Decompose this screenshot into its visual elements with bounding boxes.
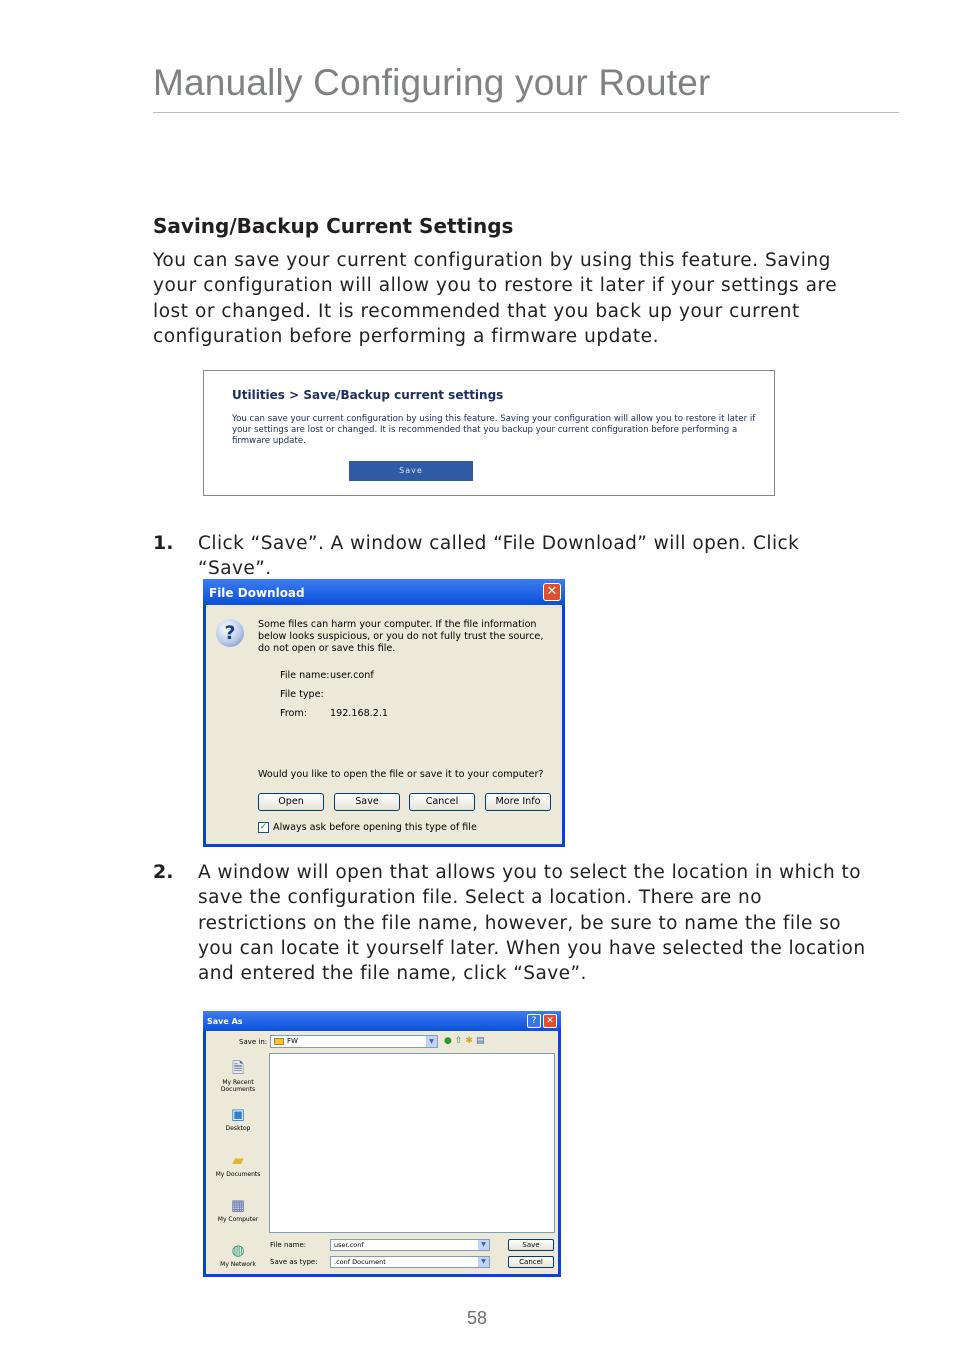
save-as-dialog <box>203 1011 561 1277</box>
close-icon[interactable]: ✕ <box>543 1014 557 1028</box>
file-name-input[interactable]: user.conf ▼ <box>330 1239 490 1251</box>
from-label: From: <box>280 708 308 719</box>
save-in-select[interactable] <box>270 1035 438 1048</box>
save-as-file-name-label: File name: <box>270 1241 307 1249</box>
file-list[interactable] <box>269 1053 555 1233</box>
views-icon[interactable]: ▤ <box>475 1036 488 1046</box>
save-in-value: FW <box>287 1037 298 1045</box>
save-as-titlebar: Save As <box>203 1011 561 1031</box>
file-download-dialog <box>203 579 565 847</box>
my-network-icon: ◍ <box>231 1241 245 1259</box>
file-type-label: File type: <box>280 689 324 700</box>
page-title: Manually Configuring your Router <box>153 62 711 103</box>
place-my-network[interactable]: ◍ My Network <box>220 1241 256 1268</box>
place-my-computer[interactable]: ▦ My Computer <box>217 1196 259 1223</box>
section-heading: Saving/Backup Current Settings <box>153 214 514 238</box>
from-value: 192.168.2.1 <box>330 708 388 719</box>
cancel-button[interactable]: Cancel <box>409 793 475 811</box>
help-icon[interactable]: ? <box>527 1014 541 1028</box>
page-number: 58 <box>466 1308 488 1328</box>
toolbar-icons <box>444 1036 487 1046</box>
close-icon[interactable]: ✕ <box>543 583 561 601</box>
places-bar <box>209 1053 267 1271</box>
save-as-cancel-button[interactable]: Cancel <box>508 1256 554 1268</box>
step-2-number: 2. <box>153 861 174 883</box>
desktop-icon: ▣ <box>230 1105 246 1123</box>
file-name-value: user.conf <box>330 670 374 681</box>
place-recent-documents[interactable]: 🗎 My Recent Documents <box>220 1059 256 1093</box>
new-folder-icon[interactable]: ✱ <box>465 1036 476 1046</box>
place-my-documents[interactable]: ▰ My Documents <box>215 1151 261 1178</box>
up-folder-icon[interactable]: ⇧ <box>454 1036 466 1046</box>
save-button[interactable]: Save <box>334 793 400 811</box>
back-icon[interactable]: ● <box>444 1036 455 1046</box>
save-in-label: Save in: <box>239 1038 268 1046</box>
file-download-question: Would you like to open the file or save it to your computer? <box>258 769 544 780</box>
my-documents-icon: ▰ <box>232 1151 244 1169</box>
file-name-label: File name: <box>280 670 330 681</box>
chevron-down-icon[interactable]: ▼ <box>478 1240 489 1250</box>
step-1-text: Click “Save”. A window called “File Download” will open. Click “Save”. <box>198 533 800 580</box>
step-2-text: A window will open that allows you to select the location in which to save the configuration file. Select a location. There are no restrictions on the file name, however, be sure to name the file so you can locate it yourself later. When you have selected the location and entered the file name, click “Save”. <box>198 862 866 985</box>
file-download-titlebar: File Download <box>203 579 565 605</box>
intro-paragraph: You can save your current configuration by using this feature. Saving your configuration will allow you to restore it later if your settings are lost or changed. It is recommended that you back up your current configuration before performing a firmware update. <box>153 250 838 347</box>
utilities-save-panel <box>203 370 775 496</box>
chevron-down-icon[interactable]: ▼ <box>478 1257 489 1267</box>
recent-documents-icon: 🗎 <box>231 1059 245 1077</box>
utilities-breadcrumb: Utilities > Save/Backup current settings <box>232 388 504 402</box>
question-icon: ? <box>216 619 244 647</box>
step-1-number: 1. <box>153 532 174 554</box>
utilities-description: You can save your current configuration by using this feature. Saving your configuration will allow you to restore it later if your settings are lost or changed. It is recommended that you backup your current configuration before performing a firmware update. <box>232 414 756 446</box>
file-download-body <box>206 605 562 844</box>
save-as-body <box>206 1031 558 1274</box>
place-desktop[interactable]: ▣ Desktop <box>225 1105 251 1132</box>
save-as-type-label: Save as type: <box>270 1258 318 1266</box>
save-as-type-select[interactable]: .conf Document ▼ <box>330 1256 490 1268</box>
title-divider <box>153 112 899 113</box>
utilities-save-button[interactable]: Save <box>349 461 473 481</box>
always-ask-label: Always ask before opening this type of file <box>273 822 477 833</box>
save-as-save-button[interactable]: Save <box>508 1239 554 1251</box>
chevron-down-icon[interactable]: ▼ <box>426 1036 437 1047</box>
my-computer-icon: ▦ <box>230 1196 246 1214</box>
file-download-warning: Some files can harm your computer. If the file information below looks suspicious, or you do not fully trust the source, do not open or save this file. <box>258 619 544 654</box>
open-button[interactable]: Open <box>258 793 324 811</box>
folder-icon <box>274 1038 284 1045</box>
always-ask-checkbox[interactable]: ✓ <box>259 822 268 832</box>
more-info-button[interactable]: More Info <box>485 793 551 811</box>
